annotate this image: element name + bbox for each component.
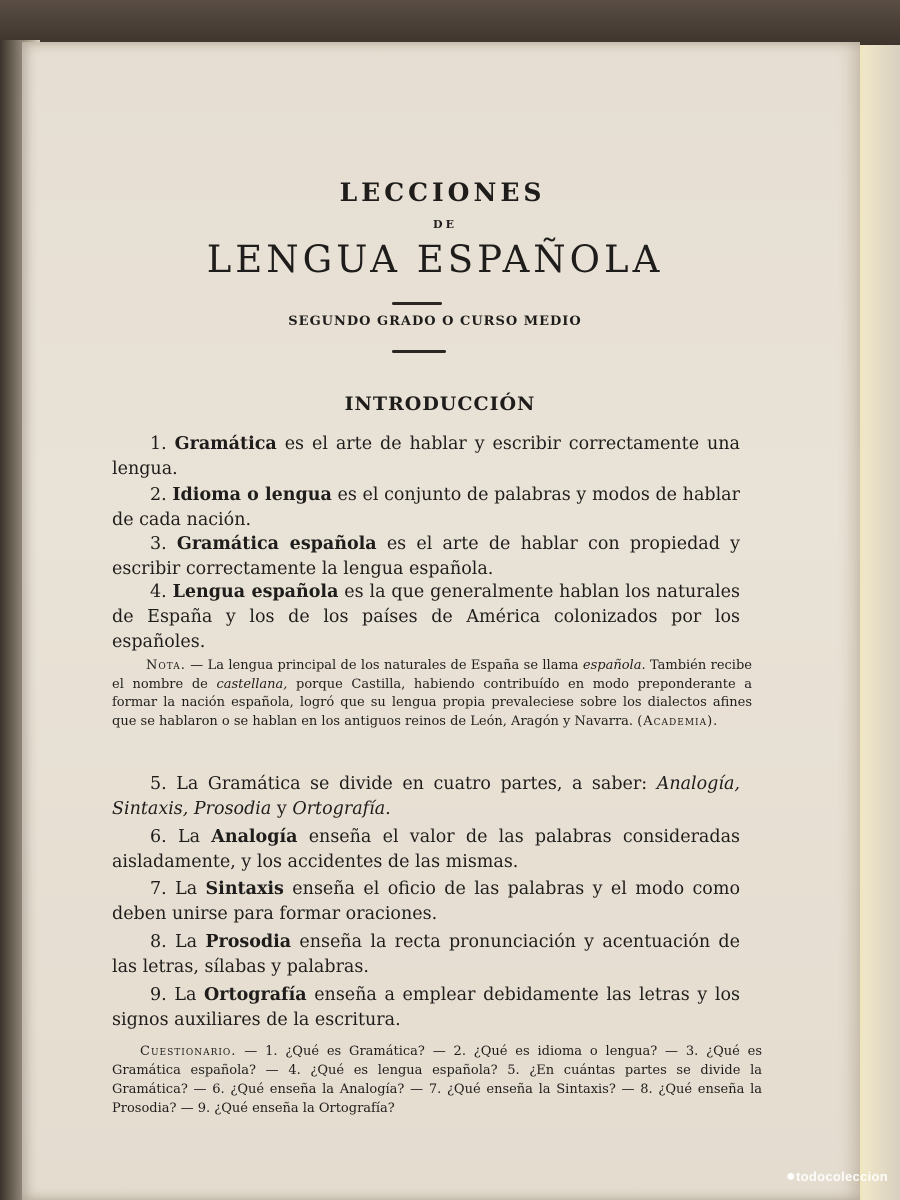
questionnaire: Cuestionario. — 1. ¿Qué es Gramática? — 2. ¿Qué es idioma o lengua? — 3. ¿Qué es Gramática española? — 4. ¿Qué es lengua española? 5. ¿En cuántas partes se divide la Gramática? — 6. ¿Qué enseña la Analogía? — 7. ¿Qué enseña la Sintaxis? — 8. ¿Qué enseña la Prosodia? — 9. ¿Qué enseña la Ortografía?: [112, 1044, 762, 1116]
paragraph-9: 9. La Ortografía enseña a emplear debidamente las letras y los signos auxiliares de la escritura.: [112, 985, 740, 1030]
watermark-logo: ●todocoleccion: [786, 1168, 888, 1185]
title-line-2: DE: [433, 218, 457, 231]
paragraph-4: 4. Lengua española es la que generalmente hablan los naturales de España y los de los países de América colonizados por los españoles.: [112, 582, 740, 652]
paragraph-8: 8. La Prosodia enseña la recta pronunciación y acentuación de las letras, sílabas y palabras.: [112, 932, 740, 977]
section-title: INTRODUCCIÓN: [344, 393, 536, 415]
paragraph-1: 1. Gramática es el arte de hablar y escribir correctamente una lengua.: [112, 434, 740, 479]
paragraph-5: 5. La Gramática se divide en cuatro partes, a saber: Analogía, Sintaxis, Prosodia y Ortografía.: [112, 774, 740, 819]
title-line-1: LECCIONES: [339, 178, 546, 207]
paragraph-6: 6. La Analogía enseña el valor de las palabras consideradas aisladamente, y los accidentes de las mismas.: [112, 827, 740, 872]
title-rule-bottom: [392, 350, 446, 353]
subtitle: SEGUNDO GRADO O CURSO MEDIO: [288, 314, 582, 329]
paragraph-2: 2. Idioma o lengua es el conjunto de palabras y modos de hablar de cada nación.: [112, 485, 740, 530]
title-rule-top: [392, 302, 442, 305]
note-block: Nota. — La lengua principal de los naturales de España se llama española. También recibe el nombre de castellana, porque Castilla, habiendo contribuído en modo preponderante a formar la nación española, logró que su lengua propia prevaleciese sobre los dialectos afines que se hablaron o se hablan en los antiguos reinos de León, Aragón y Navarra. (Academia).: [112, 658, 752, 729]
paragraph-7: 7. La Sintaxis enseña el oficio de las palabras y el modo como deben unirse para formar oraciones.: [112, 879, 740, 924]
title-line-3: LENGUA ESPAÑOLA: [206, 238, 664, 281]
paragraph-3: 3. Gramática española es el arte de hablar con propiedad y escribir correctamente la lengua española.: [112, 534, 740, 579]
